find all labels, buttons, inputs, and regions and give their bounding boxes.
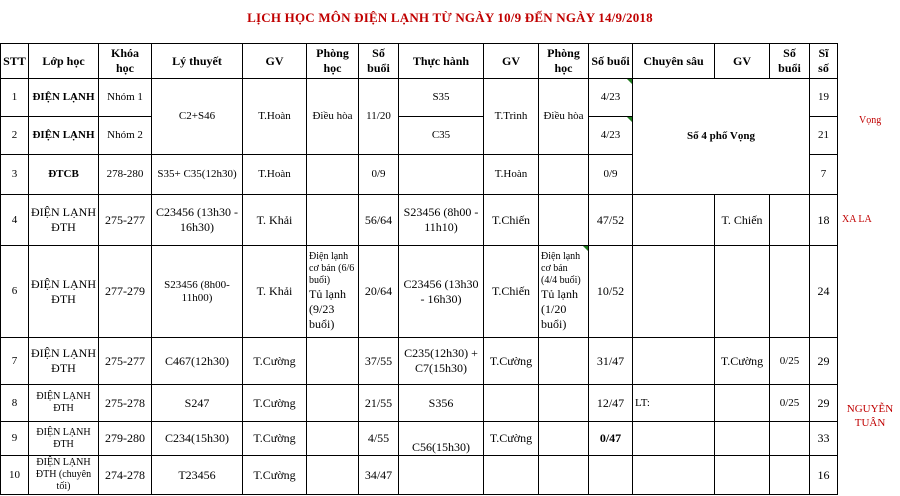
cell-thuc-hanh: C235(12h30) + C7(15h30) — [399, 338, 484, 385]
cell-stt: 3 — [1, 155, 29, 195]
cell-khoa-hoc: 277-279 — [99, 246, 152, 338]
table-row — [1, 422, 838, 456]
cell-khoa-hoc: Nhóm 1 — [99, 79, 152, 117]
cell-stt: 8 — [1, 385, 29, 422]
cell-thuc-hanh: S35 — [399, 79, 484, 117]
cell-thuc-hanh — [399, 155, 484, 195]
cell-gv-cs: T.Cường — [715, 338, 770, 385]
cell-so-buoi-th: 0/9 — [589, 155, 633, 195]
cell-phong-hoc-th — [539, 338, 589, 385]
cell-gv-th: T.Trình — [484, 79, 539, 155]
table-row — [1, 246, 838, 338]
cell-khoa-hoc: 275-277 — [99, 195, 152, 246]
cell-so-buoi-th: 4/23 — [589, 79, 633, 117]
cell-stt: 1 — [1, 79, 29, 117]
cell-si-so: 19 — [810, 79, 838, 117]
cell-phong-hoc — [307, 456, 359, 495]
room-note-fridge: Tủ lạnh (9/23 buổi) — [309, 287, 346, 331]
cell-lop-hoc: ĐIỆN LẠNH ĐTH — [29, 385, 99, 422]
cell-si-so: 24 — [810, 246, 838, 338]
cell-gv: T.Cường — [243, 338, 307, 385]
cell-gv-th — [484, 385, 539, 422]
cell-so-buoi: 4/55 — [359, 422, 399, 456]
cell-so-buoi: 37/55 — [359, 338, 399, 385]
cell-stt: 10 — [1, 456, 29, 495]
cell-khoa-hoc: 278-280 — [99, 155, 152, 195]
cell-lop-hoc: ĐIỆN LẠNH ĐTH — [29, 338, 99, 385]
cell-thuc-hanh: C56(15h30) — [399, 422, 484, 456]
cell-gv-th — [484, 456, 539, 495]
cell-lop-hoc: ĐIỆN LẠNH ĐTH — [29, 422, 99, 456]
cell-lop-hoc: ĐIỆN LẠNH — [29, 79, 99, 117]
cell-so-buoi-th: 0/47 — [589, 422, 633, 456]
cell-thuc-hanh: S356 — [399, 385, 484, 422]
cell-so-buoi-cs — [770, 195, 810, 246]
cell-gv: T.Cường — [243, 385, 307, 422]
cell-si-so: 29 — [810, 385, 838, 422]
page-title: LỊCH HỌC MÔN ĐIỆN LẠNH TỪ NGÀY 10/9 ĐẾN NGÀY 14/9/2018 — [247, 10, 653, 25]
cell-so-buoi-th: 10/52 — [589, 246, 633, 338]
cell-so-buoi: 0/9 — [359, 155, 399, 195]
cell-stt: 6 — [1, 246, 29, 338]
cell-so-buoi-th: 31/47 — [589, 338, 633, 385]
header-phong-hoc: Phòng học — [307, 44, 359, 79]
cell-stt: 4 — [1, 195, 29, 246]
header-gv-cs: GV — [715, 44, 770, 79]
cell-gv: T.Hoàn — [243, 155, 307, 195]
cell-si-so: 7 — [810, 155, 838, 195]
cell-gv: T.Cường — [243, 422, 307, 456]
cell-so-buoi: 56/64 — [359, 195, 399, 246]
cell-so-buoi: 20/64 — [359, 246, 399, 338]
cell-si-so: 21 — [810, 117, 838, 155]
header-row — [1, 44, 838, 79]
cell-so-buoi: 21/55 — [359, 385, 399, 422]
room-note-basic: Điện lạnh cơ bản (6/6 buổi) — [309, 251, 355, 286]
header-khoa-hoc: Khóa học — [99, 44, 152, 79]
cell-phong-hoc — [307, 338, 359, 385]
table-row — [1, 338, 838, 385]
table-row — [1, 456, 838, 495]
header-chuyen-sau: Chuyên sâu — [633, 44, 715, 79]
cell-so-buoi: 11/20 — [359, 79, 399, 155]
cell-stt: 9 — [1, 422, 29, 456]
cell-lop-hoc: ĐTCB — [29, 155, 99, 195]
cell-gv-cs: T. Chiến — [715, 195, 770, 246]
cell-chuyen-sau: Số 4 phố Vọng — [633, 79, 810, 195]
header-stt: STT — [1, 44, 29, 79]
cell-gv-cs — [715, 456, 770, 495]
cell-ly-thuyet: S35+ C35(12h30) — [152, 155, 243, 195]
cell-lop-hoc: ĐIỆN LẠNH ĐTH — [29, 246, 99, 338]
table-row — [1, 385, 838, 422]
cell-chuyen-sau — [633, 338, 715, 385]
cell-so-buoi-cs — [770, 456, 810, 495]
header-si-so: Sĩ số — [810, 44, 838, 79]
cell-so-buoi-th: 4/23 — [589, 117, 633, 155]
header-lop-hoc: Lớp học — [29, 44, 99, 79]
cell-thuc-hanh: C23456 (13h30 - 16h30) — [399, 246, 484, 338]
cell-chuyen-sau — [633, 422, 715, 456]
header-phong-hoc-th: Phòng học — [539, 44, 589, 79]
cell-chuyen-sau — [633, 195, 715, 246]
header-ly-thuyet: Lý thuyết — [152, 44, 243, 79]
cell-gv-cs — [715, 422, 770, 456]
cell-so-buoi-th: 12/47 — [589, 385, 633, 422]
cell-so-buoi-cs: 0/25 — [770, 338, 810, 385]
header-gv: GV — [243, 44, 307, 79]
cell-ly-thuyet: T23456 — [152, 456, 243, 495]
room-note-fridge: Tủ lạnh (1/20 buổi) — [541, 287, 578, 331]
cell-phong-hoc-th — [539, 422, 589, 456]
cell-thuc-hanh: S23456 (8h00 - 11h10) — [399, 195, 484, 246]
cell-lop-hoc: ĐIỆN LẠNH ĐTH — [29, 195, 99, 246]
cell-si-so: 29 — [810, 338, 838, 385]
cell-stt: 7 — [1, 338, 29, 385]
cell-gv-th: T.Cường — [484, 422, 539, 456]
cell-phong-hoc-th — [539, 195, 589, 246]
cell-chuyen-sau — [633, 246, 715, 338]
cell-ly-thuyet: C467(12h30) — [152, 338, 243, 385]
cell-so-buoi: 34/47 — [359, 456, 399, 495]
cell-gv-th: T.Chiến — [484, 195, 539, 246]
cell-phong-hoc — [307, 422, 359, 456]
cell-ly-thuyet: C23456 (13h30 - 16h30) — [152, 195, 243, 246]
cell-phong-hoc-th — [539, 456, 589, 495]
header-so-buoi: Số buổi — [359, 44, 399, 79]
header-so-buoi-th: Số buổi — [589, 44, 633, 79]
cell-khoa-hoc: Nhóm 2 — [99, 117, 152, 155]
cell-so-buoi-cs: 0/25 — [770, 385, 810, 422]
cell-phong-hoc — [307, 195, 359, 246]
cell-so-buoi-th — [589, 456, 633, 495]
cell-lop-hoc: ĐIỆN LẠNH ĐTH (chuyên tối) — [29, 456, 99, 495]
cell-phong-hoc-th — [539, 385, 589, 422]
cell-chuyen-sau: LT: — [633, 385, 715, 422]
cell-ly-thuyet: S247 — [152, 385, 243, 422]
cell-khoa-hoc: 274-278 — [99, 456, 152, 495]
cell-gv-th: T.Chiến — [484, 246, 539, 338]
table-row — [1, 195, 838, 246]
header-thuc-hanh: Thực hành — [399, 44, 484, 79]
cell-khoa-hoc: 275-277 — [99, 338, 152, 385]
cell-phong-hoc-th: Điều hòa — [539, 79, 589, 155]
cell-so-buoi-cs — [770, 422, 810, 456]
cell-thuc-hanh: C35 — [399, 117, 484, 155]
cell-phong-hoc-th — [539, 155, 589, 195]
cell-khoa-hoc: 275-278 — [99, 385, 152, 422]
header-gv-th: GV — [484, 44, 539, 79]
cell-phong-hoc-th — [539, 246, 589, 338]
cell-chuyen-sau — [633, 456, 715, 495]
cell-phong-hoc — [307, 246, 359, 338]
location-vong: Vọng — [859, 115, 882, 126]
cell-so-buoi-th: 47/52 — [589, 195, 633, 246]
cell-so-buoi-cs — [770, 246, 810, 338]
cell-gv-cs — [715, 246, 770, 338]
cell-si-so: 16 — [810, 456, 838, 495]
cell-stt: 2 — [1, 117, 29, 155]
cell-phong-hoc — [307, 385, 359, 422]
cell-lop-hoc: ĐIỆN LẠNH — [29, 117, 99, 155]
cell-gv: T. Khải — [243, 246, 307, 338]
cell-gv: T. Khải — [243, 195, 307, 246]
header-so-buoi-cs: Số buổi — [770, 44, 810, 79]
cell-khoa-hoc: 279-280 — [99, 422, 152, 456]
cell-phong-hoc — [307, 155, 359, 195]
cell-gv-th: T.Cường — [484, 338, 539, 385]
cell-phong-hoc: Điều hòa — [307, 79, 359, 155]
room-note-basic: Điện lạnh cơ bản (4/4 buổi) — [541, 251, 581, 286]
cell-si-so: 33 — [810, 422, 838, 456]
table-row — [1, 79, 838, 117]
cell-gv-th: T.Hoàn — [484, 155, 539, 195]
cell-ly-thuyet: S23456 (8h00-11h00) — [152, 246, 243, 338]
location-nguyen-tuan: NGUYỄN TUÂN — [846, 403, 894, 429]
cell-gv: T.Hoàn — [243, 79, 307, 155]
cell-gv-cs — [715, 385, 770, 422]
location-xala: XA LA — [842, 214, 872, 225]
cell-gv: T.Cường — [243, 456, 307, 495]
cell-ly-thuyet: C234(15h30) — [152, 422, 243, 456]
cell-si-so: 18 — [810, 195, 838, 246]
schedule-table — [0, 43, 838, 495]
cell-ly-thuyet: C2+S46 — [152, 79, 243, 155]
cell-thuc-hanh — [399, 456, 484, 495]
